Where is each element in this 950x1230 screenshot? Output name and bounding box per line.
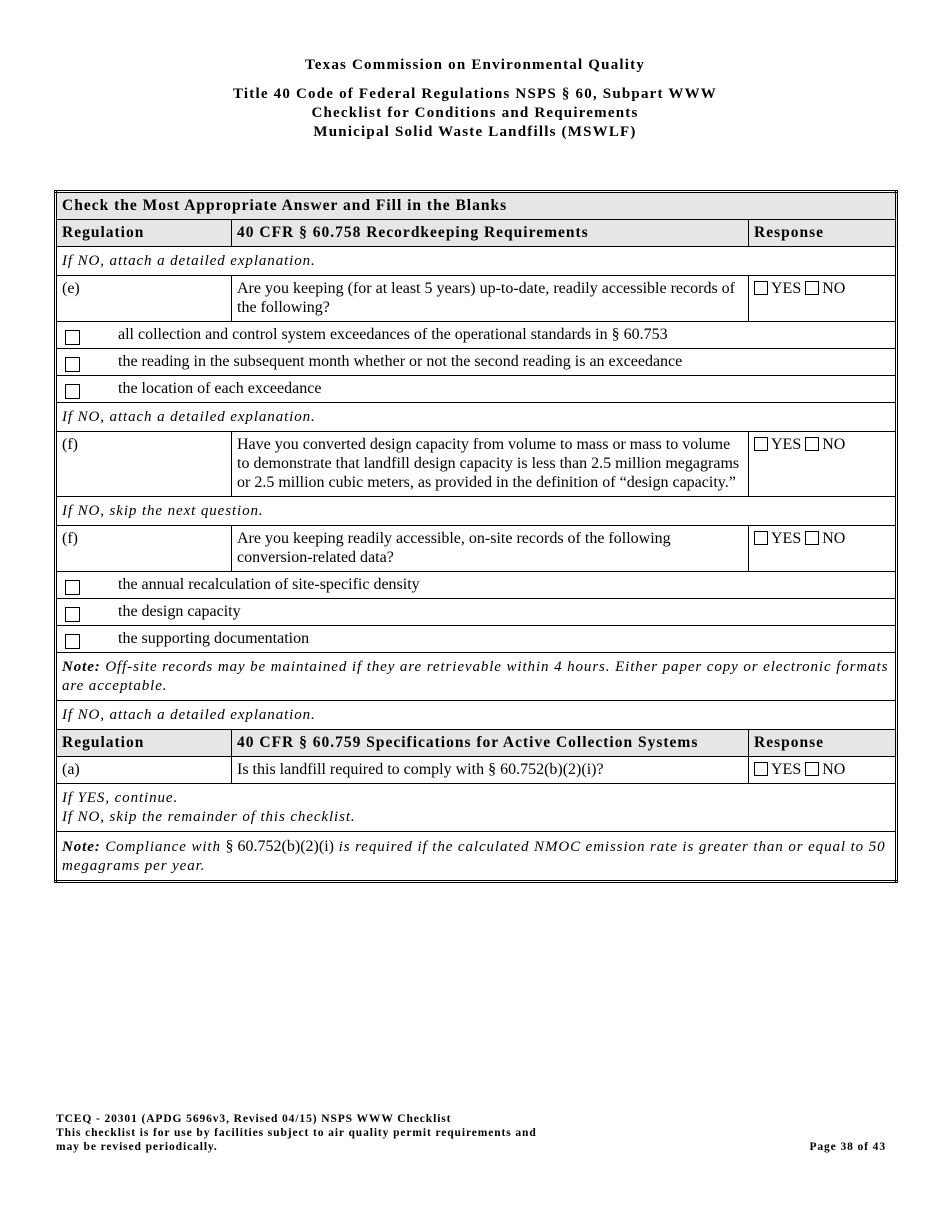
yes-checkbox[interactable] — [754, 531, 768, 545]
question-row-f-conversion — [56, 432, 897, 497]
regulation-ref: (f) — [56, 526, 232, 572]
regulation-ref: (f) — [56, 432, 232, 497]
yes-checkbox[interactable] — [754, 437, 768, 451]
checklist-item-row — [56, 349, 897, 376]
section-title: 40 CFR § 60.759 Specifications for Active Collection Systems — [232, 730, 749, 757]
yes-label: YES — [771, 436, 802, 453]
item-label: the design capacity — [118, 603, 241, 620]
item-label: the reading in the subsequent month whether or not the second reading is an exceedance — [118, 353, 683, 370]
item-label: the supporting documentation — [118, 630, 310, 647]
form-id: TCEQ - 20301 (APDG 5696v3, Revised 04/15) NSPS WWW Checklist — [56, 1113, 452, 1125]
regulation-column-header: Regulation — [56, 730, 232, 757]
no-checkbox[interactable] — [805, 762, 819, 776]
note-row — [56, 247, 897, 276]
yes-label: YES — [771, 280, 802, 297]
response-column-header: Response — [749, 730, 897, 757]
regulation-column-header: Regulation — [56, 220, 232, 247]
no-label: NO — [822, 280, 846, 297]
section-header-row — [56, 220, 897, 247]
document-title — [0, 85, 950, 142]
question-row-f-records — [56, 526, 897, 572]
question-text: Are you keeping (for at least 5 years) up-to-date, readily accessible records of the following? — [232, 276, 749, 322]
question-row-a — [56, 757, 897, 784]
checklist-item-row — [56, 572, 897, 599]
note-row — [56, 403, 897, 432]
note-row — [56, 701, 897, 730]
offsite-records-note — [56, 653, 897, 701]
yes-label: YES — [771, 761, 802, 778]
item-label: the annual recalculation of site-specific density — [118, 576, 420, 593]
regulation-title: Title 40 Code of Federal Regulations NSPS § 60, Subpart WWW — [232, 86, 718, 102]
item-checkbox[interactable] — [65, 634, 80, 649]
yes-checkbox[interactable] — [754, 762, 768, 776]
no-label: NO — [822, 436, 846, 453]
section-title: 40 CFR § 60.758 Recordkeeping Requirements — [232, 220, 749, 247]
usage-note: This checklist is for use by facilities subject to air quality permit requirements and — [56, 1127, 537, 1139]
note-text: If NO, attach a detailed explanation. — [56, 403, 897, 432]
note-row — [56, 497, 897, 526]
instruction-row — [56, 192, 897, 220]
if-no-note: If NO, skip the remainder of this checklist. — [62, 809, 356, 825]
yes-label: YES — [771, 530, 802, 547]
yes-no-response — [749, 526, 897, 572]
no-label: NO — [822, 761, 846, 778]
checklist-item — [56, 376, 897, 403]
conditional-note — [56, 784, 897, 832]
revision-note: may be revised periodically. — [56, 1141, 218, 1153]
checklist-item — [56, 626, 897, 653]
note-row — [56, 832, 897, 882]
item-checkbox[interactable] — [65, 607, 80, 622]
note-row — [56, 653, 897, 701]
agency-title: Texas Commission on Environmental Quality — [304, 57, 646, 73]
question-text: Is this landfill required to comply with § 60.752(b)(2)(i)? — [232, 757, 749, 784]
checklist-item — [56, 322, 897, 349]
regulation-ref: (a) — [56, 757, 232, 784]
item-checkbox[interactable] — [65, 384, 80, 399]
checklist-table — [54, 190, 898, 883]
if-yes-note: If YES, continue. — [62, 790, 179, 806]
item-label: all collection and control system exceedances of the operational standards in § 60.753 — [118, 326, 668, 343]
checklist-item — [56, 572, 897, 599]
regulation-ref: (e) — [56, 276, 232, 322]
note-text: If NO, skip the next question. — [56, 497, 897, 526]
page-footer — [56, 1112, 886, 1154]
page-number: Page 38 of 43 — [809, 1141, 886, 1153]
yes-checkbox[interactable] — [754, 281, 768, 295]
instruction-text: Check the Most Appropriate Answer and Fill in the Blanks — [56, 192, 897, 220]
question-row-e — [56, 276, 897, 322]
section-header-row — [56, 730, 897, 757]
item-checkbox[interactable] — [65, 580, 80, 595]
checklist-title: Checklist for Conditions and Requirements — [311, 105, 639, 121]
item-checkbox[interactable] — [65, 330, 80, 345]
yes-no-response — [749, 276, 897, 322]
checklist-item — [56, 349, 897, 376]
note-label: Note: — [62, 659, 101, 675]
question-text: Have you converted design capacity from volume to mass or mass to volume to demonstrate that landfill design capacity is less than 2.5 million megagrams or 2.5 million cubic meters, as provided in the definition of “design capacity.” — [232, 432, 749, 497]
note-body-pre: Compliance with — [105, 839, 221, 855]
note-body-post: is required if the calculated NMOC emission rate is greater than or equal to 50 megagrams per year. — [62, 839, 886, 874]
yes-no-response — [749, 432, 897, 497]
checklist-item-row — [56, 626, 897, 653]
note-text: If NO, attach a detailed explanation. — [56, 247, 897, 276]
note-row — [56, 784, 897, 832]
no-label: NO — [822, 530, 846, 547]
note-citation: § 60.752(b)(2)(i) — [225, 838, 334, 855]
note-body: Off-site records may be maintained if they are retrievable within 4 hours. Either paper copy or electronic formats are acceptable. — [62, 659, 889, 694]
no-checkbox[interactable] — [805, 531, 819, 545]
checklist-item-row — [56, 322, 897, 349]
landfill-title: Municipal Solid Waste Landfills (MSWLF) — [313, 124, 637, 140]
response-column-header: Response — [749, 220, 897, 247]
note-text: If NO, attach a detailed explanation. — [56, 701, 897, 730]
item-checkbox[interactable] — [65, 357, 80, 372]
note-label: Note: — [62, 839, 101, 855]
no-checkbox[interactable] — [805, 437, 819, 451]
checklist-item-row — [56, 599, 897, 626]
yes-no-response — [749, 757, 897, 784]
compliance-note — [56, 832, 897, 882]
no-checkbox[interactable] — [805, 281, 819, 295]
checklist-item — [56, 599, 897, 626]
item-label: the location of each exceedance — [118, 380, 322, 397]
question-text: Are you keeping readily accessible, on-site records of the following conversion-related data? — [232, 526, 749, 572]
checklist-item-row — [56, 376, 897, 403]
